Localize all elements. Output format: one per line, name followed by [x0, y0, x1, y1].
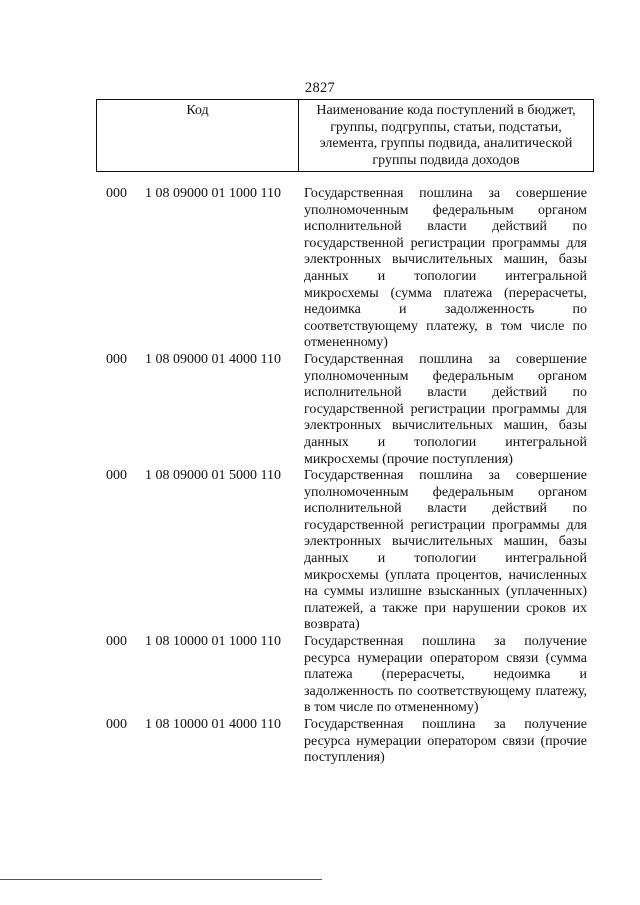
- row-code: 1 08 09000 01 4000 110: [145, 351, 281, 367]
- row-code: 1 08 10000 01 4000 110: [145, 717, 281, 732]
- row-description: Государственная пошлина за получение ресурса нумерации оператором связи (сумма платежа (перерасчеты, недоимка и задолженность по соответствующему платежу, в том числе по отмененному): [304, 634, 587, 716]
- table-row: [0, 352, 640, 468]
- income-code-list: [0, 186, 640, 767]
- row-description: Государственная пошлина за получение ресурса нумерации оператором связи (прочие поступления): [304, 717, 587, 766]
- table-row: [0, 634, 640, 717]
- row-prefix: 000: [106, 351, 127, 367]
- header-code-column: Код: [97, 100, 299, 171]
- row-code: 1 08 10000 01 1000 110: [145, 634, 281, 650]
- footer-rule: [0, 879, 322, 880]
- row-description: Государственная пошлина за совершение уполномоченным федеральным органом исполнительной власти действий по государственной регистрации программы для электронных вычислительных машин, базы данных и топологии интегральной микросхемы (сумма платежа (перерасчеты, недоимка и задолженность по соответствующему платежу, в том числе по отмененному): [304, 186, 587, 351]
- page-number: 2827: [304, 80, 336, 96]
- row-prefix: 000: [106, 468, 127, 484]
- row-code: 1 08 09000 01 1000 110: [145, 186, 281, 201]
- header-name-column: Наименование кода поступлений в бюджет, группы, подгруппы, статьи, подстатьи, элемента, группы подвида, аналитической группы подвида доходов: [316, 103, 576, 168]
- row-prefix: 000: [106, 717, 127, 732]
- row-code: 1 08 09000 01 5000 110: [145, 468, 281, 484]
- row-prefix: 000: [106, 634, 127, 650]
- table-row: [0, 717, 640, 767]
- row-description: Государственная пошлина за совершение уполномоченным федеральным органом исполнительной власти действий по государственной регистрации программы для электронных вычислительных машин, базы данных и топологии интегральной микросхемы (прочие поступления): [304, 351, 587, 467]
- table-header: [96, 99, 594, 172]
- table-row: [0, 186, 640, 352]
- row-description: Государственная пошлина за совершение уполномоченным федеральным органом исполнительной власти действий по государственной регистрации программы для электронных вычислительных машин, базы данных и топологии интегральной микросхемы (уплата процентов, начисленных на суммы излишне взысканных (уплаченных) платежей, а также при нарушении сроков их возврата): [304, 468, 587, 633]
- row-prefix: 000: [106, 186, 127, 201]
- table-row: [0, 468, 640, 634]
